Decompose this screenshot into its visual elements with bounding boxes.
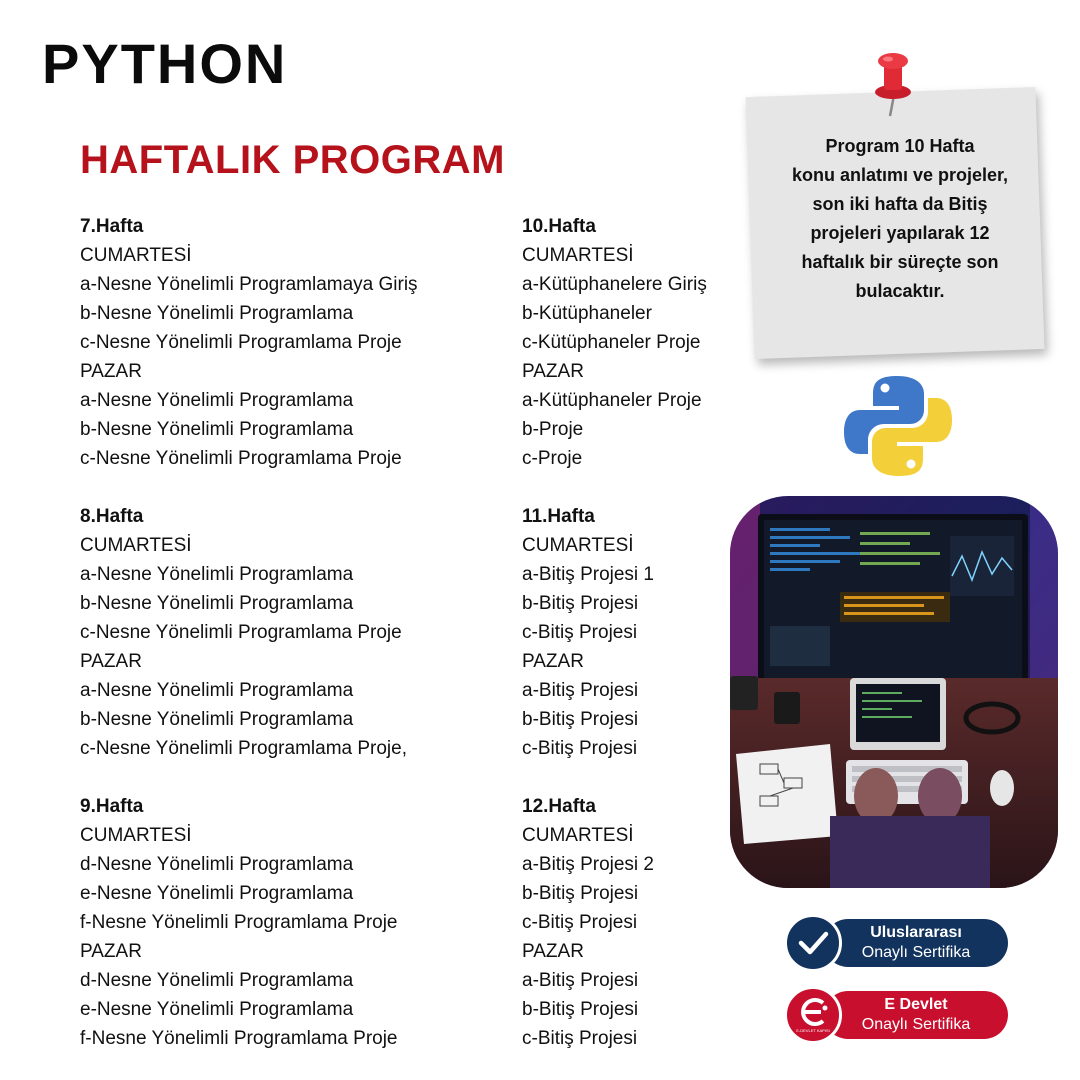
note-line: son iki hafta da Bitiş	[812, 194, 988, 214]
lesson-item: b-Bitiş Projesi	[522, 593, 639, 614]
day-label: CUMARTESİ	[80, 535, 192, 556]
week-7-block	[80, 212, 500, 473]
lesson-item: a-Nesne Yönelimli Programlama	[80, 390, 354, 411]
note-line: haftalık bir süreçte son	[801, 252, 999, 272]
day-label: PAZAR	[80, 651, 142, 672]
badge-line2: Onaylı Sertifika	[861, 944, 971, 961]
week-title: 11.Hafta	[522, 506, 595, 527]
day-label: CUMARTESİ	[522, 245, 634, 266]
lesson-item: a-Bitiş Projesi	[522, 970, 639, 991]
lesson-item: c-Kütüphaneler Proje	[522, 332, 701, 353]
badge-line1: E Devlet	[884, 996, 948, 1013]
lesson-item: c-Bitiş Projesi	[522, 1028, 638, 1049]
week-11-block	[522, 502, 732, 763]
lesson-item: e-Nesne Yönelimli Programlama	[80, 883, 354, 904]
lesson-item: f-Nesne Yönelimli Programlama Proje	[80, 912, 398, 933]
lesson-item: b-Nesne Yönelimli Programlama	[80, 419, 354, 440]
badge-circle	[784, 914, 842, 972]
day-label: CUMARTESİ	[522, 825, 634, 846]
note-line: Program 10 Hafta	[825, 136, 975, 156]
edevlet-logo-text: E-DEVLET KAPISI	[796, 1028, 830, 1033]
note-line: projeleri yapılarak 12	[810, 223, 990, 243]
lesson-item: b-Nesne Yönelimli Programlama	[80, 709, 354, 730]
lesson-item: d-Nesne Yönelimli Programlama	[80, 970, 354, 991]
lesson-item: a-Nesne Yönelimli Programlama	[80, 680, 354, 701]
lesson-item: b-Nesne Yönelimli Programlama	[80, 593, 354, 614]
lesson-item: b-Bitiş Projesi	[522, 999, 639, 1020]
brand-title: PYTHON	[42, 32, 288, 95]
note-line: konu anlatımı ve projeler,	[791, 165, 1009, 185]
lesson-item: a-Nesne Yönelimli Programlamaya Giriş	[80, 274, 418, 295]
lesson-item: c-Bitiş Projesi	[522, 738, 638, 759]
week-title: 12.Hafta	[522, 796, 596, 817]
lesson-item: a-Nesne Yönelimli Programlama	[80, 564, 354, 585]
check-icon	[795, 925, 831, 961]
lesson-item: a-Bitiş Projesi 1	[522, 564, 654, 585]
week-title: 10.Hafta	[522, 216, 596, 237]
day-label: CUMARTESİ	[80, 825, 192, 846]
edevlet-logo	[795, 997, 831, 1027]
badge-pill	[824, 991, 1008, 1039]
lesson-item: a-Bitiş Projesi 2	[522, 854, 654, 875]
lesson-item: b-Nesne Yönelimli Programlama	[80, 303, 354, 324]
lesson-item: e-Nesne Yönelimli Programlama	[80, 999, 354, 1020]
lesson-item: c-Nesne Yönelimli Programlama Proje	[80, 622, 402, 643]
lesson-item: f-Nesne Yönelimli Programlama Proje	[80, 1028, 398, 1049]
lesson-item: c-Nesne Yönelimli Programlama Proje	[80, 448, 402, 469]
international-certificate-badge	[784, 914, 1010, 970]
coding-workspace-photo	[730, 496, 1058, 888]
lesson-item: c-Nesne Yönelimli Programlama Proje,	[80, 738, 407, 759]
week-8-block	[80, 502, 500, 763]
week-title: 7.Hafta	[80, 216, 144, 237]
badge-pill	[824, 919, 1008, 967]
lesson-item: b-Bitiş Projesi	[522, 883, 639, 904]
lesson-item: a-Bitiş Projesi	[522, 680, 639, 701]
week-12-block	[522, 792, 732, 1053]
note-line: bulacaktır.	[855, 281, 945, 301]
note-text	[770, 132, 1030, 306]
lesson-item: c-Bitiş Projesi	[522, 912, 638, 933]
lesson-item: c-Nesne Yönelimli Programlama Proje	[80, 332, 402, 353]
edevlet-certificate-badge	[784, 986, 1010, 1042]
badge-line1: Uluslararası	[870, 924, 962, 941]
python-logo-icon	[840, 368, 956, 484]
lesson-item: b-Bitiş Projesi	[522, 709, 639, 730]
lesson-item: d-Nesne Yönelimli Programlama	[80, 854, 354, 875]
lesson-item: b-Kütüphaneler	[522, 303, 652, 324]
day-label: CUMARTESİ	[80, 245, 192, 266]
week-9-block	[80, 792, 500, 1053]
day-label: PAZAR	[80, 361, 142, 382]
lesson-item: c-Proje	[522, 448, 583, 469]
badge-line2: Onaylı Sertifika	[861, 1016, 971, 1033]
week-title: 9.Hafta	[80, 796, 144, 817]
day-label: PAZAR	[522, 941, 584, 962]
week-title: 8.Hafta	[80, 506, 144, 527]
day-label: PAZAR	[522, 361, 584, 382]
badge-circle	[784, 986, 842, 1044]
day-label: CUMARTESİ	[522, 535, 634, 556]
lesson-item: b-Proje	[522, 419, 584, 440]
lesson-item: a-Kütüphaneler Proje	[522, 390, 702, 411]
day-label: PAZAR	[522, 651, 584, 672]
day-label: PAZAR	[80, 941, 142, 962]
page-subtitle: HAFTALIK PROGRAM	[80, 138, 505, 182]
lesson-item: a-Kütüphanelere Giriş	[522, 274, 707, 295]
lesson-item: c-Bitiş Projesi	[522, 622, 638, 643]
week-10-block	[522, 212, 732, 473]
push-pin-icon	[862, 46, 924, 118]
